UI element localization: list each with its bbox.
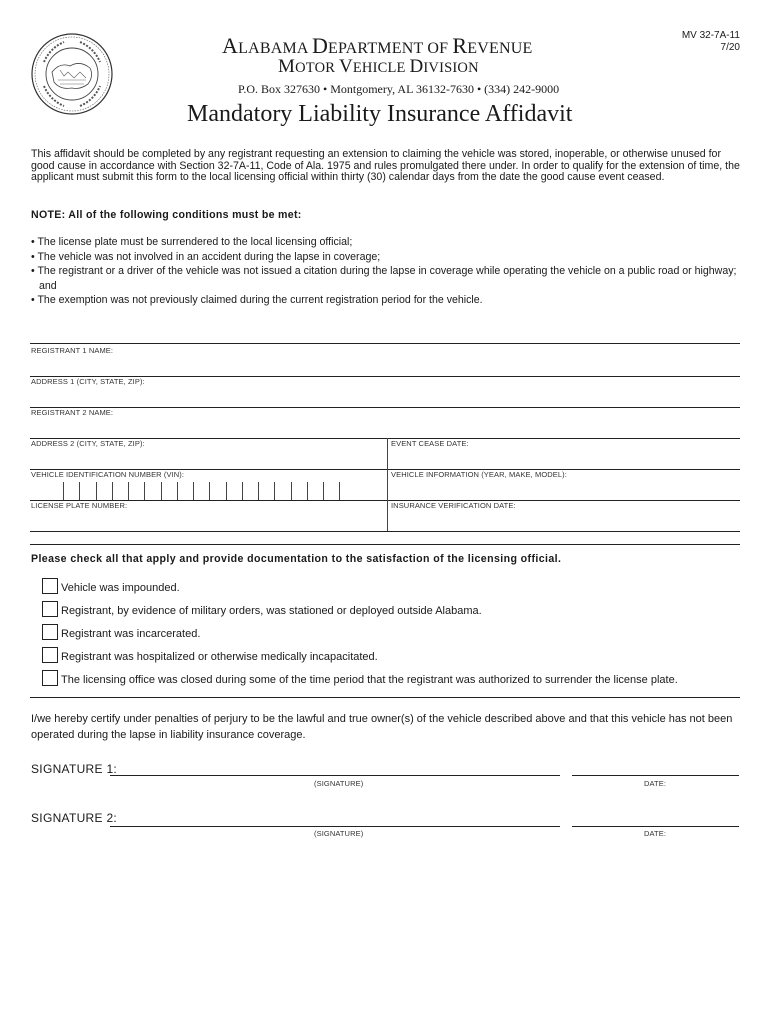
license-plate-field[interactable] [30, 511, 385, 531]
conditions-list [31, 235, 746, 308]
signature2-date-field[interactable] [572, 807, 739, 827]
signature-line [110, 826, 560, 827]
registrant1-name-label: REGISTRANT 1 NAME: [31, 346, 114, 355]
impounded-checkbox[interactable] [42, 578, 58, 594]
vin-box-divider [144, 482, 145, 500]
signature1-date-caption: DATE: [644, 779, 667, 788]
event-cease-date-field[interactable] [390, 449, 740, 469]
division-name: MOTOR VEHICLE DIVISION [278, 56, 479, 77]
vin-box-divider [112, 482, 113, 500]
insurance-verification-date-field[interactable] [390, 511, 740, 531]
checkbox-label: Registrant, by evidence of military orders, was stationed or deployed outside Alabama. [61, 605, 482, 617]
address2-field[interactable] [30, 449, 385, 469]
vin-box-divider [274, 482, 275, 500]
signature1-caption: (SIGNATURE) [314, 779, 364, 788]
form-revision-date: 7/20 [720, 42, 740, 53]
vin-box-divider [339, 482, 340, 500]
checkbox-label: Vehicle was impounded. [61, 582, 180, 594]
signature2-caption: (SIGNATURE) [314, 829, 364, 838]
state-seal [30, 32, 114, 116]
checkbox-label: Registrant was hospitalized or otherwise medically incapacitated. [61, 651, 378, 663]
list-item: • The license plate must be surrendered to the local licensing official; [31, 236, 353, 248]
license-plate-label: LICENSE PLATE NUMBER: [31, 501, 128, 510]
checkbox-row-impounded[interactable] [42, 576, 180, 594]
vin-label: VEHICLE IDENTIFICATION NUMBER (VIN): [31, 470, 185, 479]
form-number: MV 32-7A-11 [681, 30, 740, 41]
vin-box-divider [193, 482, 194, 500]
department-name: ALABAMA DEPARTMENT OF REVENUE [222, 33, 533, 58]
date-line [572, 775, 739, 776]
field-line [30, 500, 740, 501]
incarcerated-checkbox[interactable] [42, 624, 58, 640]
field-line [30, 531, 740, 532]
hospitalized-checkbox[interactable] [42, 647, 58, 663]
department-address: P.O. Box 327630 • Montgomery, AL 36132-7630 • (334) 242-9000 [238, 82, 560, 96]
registrant2-name-label: REGISTRANT 2 NAME: [31, 408, 114, 417]
insurance-verification-date-label: INSURANCE VERIFICATION DATE: [391, 501, 516, 510]
vin-box-divider [291, 482, 292, 500]
vin-box-divider [79, 482, 80, 500]
vin-box-divider [323, 482, 324, 500]
vin-box-divider [209, 482, 210, 500]
military-orders-checkbox[interactable] [42, 601, 58, 617]
intro-paragraph: This affidavit should be completed by any registrant requesting an extension to claiming the vehicle was stored, inoperable, or otherwise unused for good cause in accordance with Section 32-7A-11, Code of Ala. 1975 and rules promulgated there under. In order to qualify for the extension of time, the applicant must submit this form to the local licensing official within thirty (30) calendar days from the date the good cause event ceased. [31, 148, 740, 183]
form-title: Mandatory Liability Insurance Affidavit [187, 101, 573, 127]
list-item: • The exemption was not previously claimed during the current registration period for the vehicle. [31, 294, 483, 307]
registrant2-name-field[interactable] [30, 418, 740, 438]
state-seal-icon [30, 32, 114, 116]
vin-box-divider [161, 482, 162, 500]
signature1-field[interactable] [110, 756, 560, 776]
signature1-date-field[interactable] [572, 756, 739, 776]
checkbox-label: Registrant was incarcerated. [61, 628, 201, 640]
checkbox-row-office-closed[interactable] [42, 668, 678, 686]
vin-box-divider [128, 482, 129, 500]
registrant1-name-field[interactable] [30, 356, 740, 376]
signature2-label: SIGNATURE 2: [31, 811, 118, 825]
signature2-field[interactable] [110, 807, 560, 827]
signature-line [110, 775, 560, 776]
vin-box-divider [96, 482, 97, 500]
vehicle-info-field[interactable] [390, 480, 740, 500]
vin-box-divider [242, 482, 243, 500]
vin-field[interactable] [60, 480, 355, 500]
section-divider [30, 544, 740, 545]
vin-box-divider [307, 482, 308, 500]
signature1-label: SIGNATURE 1: [31, 762, 118, 776]
address1-field[interactable] [30, 387, 740, 407]
checkbox-row-hospitalized[interactable] [42, 645, 378, 663]
signature2-date-caption: DATE: [644, 829, 667, 838]
field-line [30, 407, 740, 408]
date-line [572, 826, 739, 827]
list-item: • The vehicle was not involved in an accident during the lapse in coverage; [31, 250, 381, 263]
office-closed-checkbox[interactable] [42, 670, 58, 686]
column-divider [387, 438, 388, 531]
section-divider [30, 697, 740, 698]
vehicle-info-label: VEHICLE INFORMATION (YEAR, MAKE, MODEL): [391, 470, 567, 479]
vin-box-divider [177, 482, 178, 500]
checklist-heading: Please check all that apply and provide documentation to the satisfaction of the licensing official. [31, 553, 562, 565]
note-heading: NOTE: All of the following conditions must be met: [31, 209, 302, 221]
certification-statement: I/we hereby certify under penalties of perjury to be the lawful and true owner(s) of the vehicle described above and that this vehicle has not been operated during the lapse in liability insurance coverage. [31, 713, 733, 741]
section-divider [30, 343, 740, 344]
checkbox-row-incarcerated[interactable] [42, 622, 200, 640]
event-cease-date-label: EVENT CEASE DATE: [391, 439, 469, 448]
address2-label: ADDRESS 2 (CITY, STATE, ZIP): [31, 439, 145, 448]
vin-box-divider [258, 482, 259, 500]
list-item: • The registrant or a driver of the vehicle was not issued a citation during the lapse in coverage while operating the vehicle on a public road or highway; and [31, 265, 737, 292]
address1-label: ADDRESS 1 (CITY, STATE, ZIP): [31, 377, 145, 386]
checkbox-row-military[interactable] [42, 599, 482, 617]
checkbox-label: The licensing office was closed during some of the time period that the registrant was authorized to surrender the license plate. [61, 674, 678, 686]
vin-box-divider [226, 482, 227, 500]
vin-box-divider [63, 482, 64, 500]
